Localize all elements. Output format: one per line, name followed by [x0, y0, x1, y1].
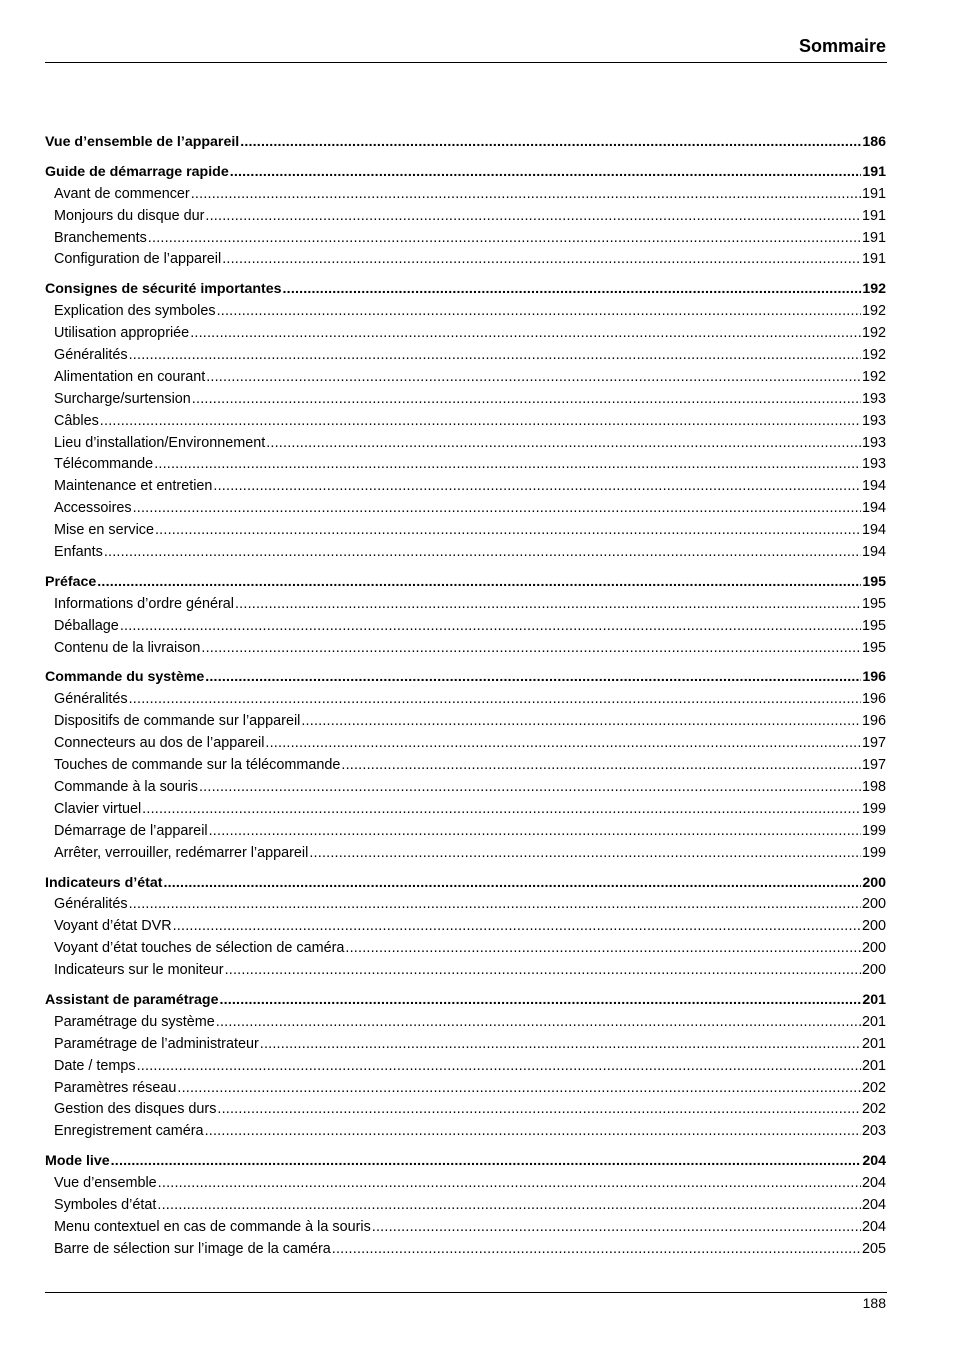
toc-subentry[interactable]: [45, 323, 886, 345]
toc-entry-page: 193: [861, 412, 886, 429]
toc-entry-page: 201: [862, 991, 886, 1008]
toc-entry-page: 192: [861, 303, 886, 320]
toc-subentry[interactable]: [45, 1099, 886, 1121]
toc-chapter-entry[interactable]: [45, 162, 886, 184]
dot-leader: [190, 323, 861, 345]
dot-leader: [97, 572, 861, 594]
toc-chapter-entry[interactable]: [45, 279, 886, 301]
toc-entry-page: 202: [861, 1079, 886, 1096]
dot-leader: [199, 777, 861, 799]
toc-entry-title: Explication des symboles: [54, 303, 216, 320]
toc-subentry[interactable]: [45, 616, 886, 638]
toc-entry-page: 186: [862, 134, 886, 150]
toc-entry-title: Paramétrage du système: [54, 1013, 215, 1030]
toc-entry-page: 195: [861, 617, 886, 634]
toc-entry-page: 195: [861, 639, 886, 656]
toc-entry-title: Monjours du disque dur: [54, 207, 205, 224]
toc-entry-title: Lieu d’installation/Environnement: [54, 434, 266, 451]
footer-rule: [45, 1292, 887, 1293]
dot-leader: [205, 667, 861, 689]
toc-subentry[interactable]: [45, 777, 886, 799]
toc-subentry[interactable]: [45, 733, 886, 755]
toc-subentry[interactable]: [45, 799, 886, 821]
toc-entry-page: 197: [861, 757, 886, 774]
toc-subentry[interactable]: [45, 1195, 886, 1217]
toc-subentry[interactable]: [45, 843, 886, 865]
toc-entry-title: Démarrage de l’appareil: [54, 822, 208, 839]
dot-leader: [260, 1034, 861, 1056]
dot-leader: [222, 249, 861, 271]
toc-entry-title: Mode live: [45, 1153, 110, 1170]
toc-entry-title: Généralités: [54, 347, 128, 364]
dot-leader: [309, 843, 861, 865]
toc-entry-title: Configuration de l’appareil: [54, 251, 222, 268]
toc-entry-page: 205: [861, 1240, 886, 1257]
toc-chapter-entry[interactable]: [45, 1151, 886, 1173]
toc-entry-title: Paramètres réseau: [54, 1079, 177, 1096]
dot-leader: [266, 433, 861, 455]
toc-subentry[interactable]: [45, 711, 886, 733]
toc-entry-title: Touches de commande sur la télécommande: [54, 757, 341, 774]
dot-leader: [100, 411, 861, 433]
toc-entry-title: Barre de sélection sur l’image de la caméra: [54, 1240, 331, 1257]
toc-entry-page: 195: [862, 573, 886, 590]
dot-leader: [192, 389, 861, 411]
toc-entry-page: 200: [862, 874, 886, 891]
toc-chapter-entry[interactable]: [45, 667, 886, 689]
toc-entry-title: Contenu de la livraison: [54, 639, 201, 656]
dot-leader: [205, 206, 861, 228]
dot-leader: [230, 162, 862, 184]
toc-entry-page: 192: [862, 281, 886, 298]
toc-entry-page: 193: [861, 456, 886, 473]
dot-leader: [206, 367, 861, 389]
toc-subentry[interactable]: [45, 433, 886, 455]
dot-leader: [205, 1121, 861, 1143]
toc-entry-title: Préface: [45, 573, 97, 590]
toc-entry-title: Vue d’ensemble de l’appareil: [45, 134, 240, 150]
dot-leader: [219, 990, 861, 1012]
toc-entry-page: 193: [861, 390, 886, 407]
toc-entry-title: Paramétrage de l’administrateur: [54, 1035, 259, 1052]
dot-leader: [213, 476, 861, 498]
dot-leader: [120, 616, 861, 638]
dot-leader: [157, 1195, 861, 1217]
toc-entry-title: Voyant d’état touches de sélection de caméra: [54, 940, 345, 957]
toc-entry-page: 201: [861, 1013, 886, 1030]
toc-entry-title: Alimentation en courant: [54, 368, 206, 385]
dot-leader: [191, 184, 861, 206]
toc-entry-page: 203: [861, 1123, 886, 1140]
dot-leader: [217, 301, 861, 323]
toc-entry-page: 191: [861, 229, 886, 246]
dot-leader: [283, 279, 862, 301]
toc-entry-title: Mise en service: [54, 522, 154, 539]
dot-leader: [216, 1012, 861, 1034]
toc-entry-page: 196: [862, 669, 886, 686]
toc-entry-title: Symboles d’état: [54, 1196, 157, 1213]
toc-entry-title: Consignes de sécurité importantes: [45, 281, 282, 298]
toc-entry-title: Commande à la souris: [54, 778, 198, 795]
toc-entry-page: 199: [861, 844, 886, 861]
toc-subentry[interactable]: [45, 1056, 886, 1078]
dot-leader: [137, 1056, 861, 1078]
toc-entry-page: 197: [861, 735, 886, 752]
toc-entry-title: Indicateurs d’état: [45, 874, 163, 891]
dot-leader: [173, 916, 861, 938]
dot-leader: [104, 542, 861, 564]
toc-subentry[interactable]: [45, 1217, 886, 1239]
dot-leader: [265, 733, 861, 755]
toc-entry-page: 199: [861, 800, 886, 817]
toc-subentry[interactable]: [45, 638, 886, 660]
toc-subentry[interactable]: [45, 594, 886, 616]
toc-entry-title: Indicateurs sur le moniteur: [54, 962, 224, 979]
toc-subentry[interactable]: [45, 1239, 886, 1261]
dot-leader: [341, 755, 861, 777]
toc-subentry[interactable]: [45, 894, 886, 916]
table-of-contents: [45, 132, 886, 1269]
dot-leader: [111, 1151, 862, 1173]
toc-chapter-entry[interactable]: [45, 990, 886, 1012]
toc-entry-title: Maintenance et entretien: [54, 478, 213, 495]
toc-entry-title: Menu contextuel en cas de commande à la souris: [54, 1218, 371, 1235]
toc-section: [45, 990, 886, 1143]
toc-entry-title: Généralités: [54, 691, 128, 708]
toc-entry-title: Informations d’ordre général: [54, 595, 234, 612]
toc-subentry[interactable]: [45, 1012, 886, 1034]
toc-entry-title: Avant de commencer: [54, 185, 190, 202]
toc-entry-page: 192: [861, 347, 886, 364]
toc-entry-title: Télécommande: [54, 456, 154, 473]
toc-entry-page: 194: [861, 544, 886, 561]
toc-entry-page: 198: [861, 778, 886, 795]
dot-leader: [142, 799, 861, 821]
dot-leader: [235, 594, 861, 616]
page-number: 188: [862, 1295, 886, 1311]
toc-entry-page: 204: [861, 1196, 886, 1213]
toc-entry-title: Câbles: [54, 412, 99, 429]
dot-leader: [240, 132, 861, 154]
toc-entry-page: 200: [861, 962, 886, 979]
toc-section: [45, 132, 886, 154]
toc-entry-title: Connecteurs au dos de l’appareil: [54, 735, 265, 752]
toc-subentry[interactable]: [45, 389, 886, 411]
dot-leader: [177, 1078, 861, 1100]
dot-leader: [148, 228, 861, 250]
toc-section: [45, 572, 886, 660]
toc-entry-page: 196: [861, 713, 886, 730]
toc-entry-page: 194: [861, 522, 886, 539]
toc-entry-title: Vue d’ensemble: [54, 1175, 157, 1192]
dot-leader: [372, 1217, 861, 1239]
dot-leader: [301, 711, 861, 733]
toc-subentry[interactable]: [45, 249, 886, 271]
toc-subentry[interactable]: [45, 1078, 886, 1100]
toc-entry-page: 204: [862, 1153, 886, 1170]
toc-entry-title: Branchements: [54, 229, 147, 246]
dot-leader: [129, 689, 861, 711]
toc-chapter-entry[interactable]: [45, 873, 886, 895]
toc-subentry[interactable]: [45, 821, 886, 843]
toc-subentry[interactable]: [45, 542, 886, 564]
dot-leader: [345, 938, 861, 960]
dot-leader: [154, 454, 861, 476]
dot-leader: [155, 520, 861, 542]
toc-subentry[interactable]: [45, 228, 886, 250]
toc-entry-title: Gestion des disques durs: [54, 1101, 217, 1118]
toc-subentry[interactable]: [45, 1173, 886, 1195]
toc-entry-page: 200: [861, 896, 886, 913]
toc-subentry[interactable]: [45, 916, 886, 938]
toc-entry-title: Surcharge/surtension: [54, 390, 191, 407]
toc-subentry[interactable]: [45, 938, 886, 960]
toc-entry-page: 191: [861, 185, 886, 202]
toc-subentry[interactable]: [45, 498, 886, 520]
toc-entry-title: Généralités: [54, 896, 128, 913]
dot-leader: [201, 638, 861, 660]
toc-entry-page: 194: [861, 478, 886, 495]
toc-entry-page: 202: [861, 1101, 886, 1118]
dot-leader: [129, 345, 861, 367]
toc-subentry[interactable]: [45, 755, 886, 777]
toc-entry-title: Clavier virtuel: [54, 800, 142, 817]
toc-subentry[interactable]: [45, 184, 886, 206]
toc-entry-title: Date / temps: [54, 1057, 136, 1074]
toc-entry-page: 193: [861, 434, 886, 451]
toc-entry-page: 191: [861, 251, 886, 268]
dot-leader: [163, 873, 861, 895]
toc-chapter-entry[interactable]: [45, 132, 886, 154]
dot-leader: [129, 894, 861, 916]
toc-section: [45, 162, 886, 271]
toc-section: [45, 279, 886, 564]
toc-chapter-entry[interactable]: [45, 572, 886, 594]
toc-subentry[interactable]: [45, 206, 886, 228]
toc-entry-page: 191: [862, 163, 886, 180]
dot-leader: [332, 1239, 861, 1261]
toc-entry-title: Enregistrement caméra: [54, 1123, 204, 1140]
toc-subentry[interactable]: [45, 689, 886, 711]
toc-entry-page: 201: [861, 1057, 886, 1074]
toc-entry-title: Enfants: [54, 544, 103, 561]
toc-entry-title: Assistant de paramétrage: [45, 991, 219, 1008]
toc-subentry[interactable]: [45, 345, 886, 367]
toc-subentry[interactable]: [45, 367, 886, 389]
toc-subentry[interactable]: [45, 301, 886, 323]
toc-entry-page: 194: [861, 500, 886, 517]
toc-entry-page: 192: [861, 325, 886, 342]
toc-entry-page: 204: [861, 1175, 886, 1192]
toc-entry-title: Arrêter, verrouiller, redémarrer l’appareil: [54, 844, 309, 861]
toc-subentry[interactable]: [45, 1034, 886, 1056]
toc-entry-title: Guide de démarrage rapide: [45, 163, 229, 180]
page-header-title: Sommaire: [798, 36, 886, 56]
toc-section: [45, 873, 886, 982]
dot-leader: [217, 1099, 861, 1121]
toc-entry-title: Utilisation appropriée: [54, 325, 190, 342]
dot-leader: [225, 960, 861, 982]
toc-entry-page: 196: [861, 691, 886, 708]
header-rule: [45, 62, 887, 63]
toc-entry-page: 195: [861, 595, 886, 612]
toc-entry-page: 201: [861, 1035, 886, 1052]
toc-entry-title: Voyant d’état DVR: [54, 918, 172, 935]
dot-leader: [133, 498, 861, 520]
toc-subentry[interactable]: [45, 476, 886, 498]
toc-subentry[interactable]: [45, 411, 886, 433]
toc-entry-title: Commande du système: [45, 669, 205, 686]
toc-entry-page: 204: [861, 1218, 886, 1235]
toc-entry-title: Dispositifs de commande sur l’appareil: [54, 713, 301, 730]
toc-entry-page: 192: [861, 368, 886, 385]
toc-entry-page: 191: [861, 207, 886, 224]
dot-leader: [158, 1173, 861, 1195]
toc-entry-page: 200: [861, 918, 886, 935]
toc-subentry[interactable]: [45, 1121, 886, 1143]
toc-section: [45, 1151, 886, 1260]
toc-section: [45, 667, 886, 864]
toc-entry-page: 199: [861, 822, 886, 839]
toc-entry-page: 200: [861, 940, 886, 957]
toc-entry-title: Déballage: [54, 617, 119, 634]
toc-subentry[interactable]: [45, 520, 886, 542]
toc-subentry[interactable]: [45, 454, 886, 476]
toc-subentry[interactable]: [45, 960, 886, 982]
dot-leader: [209, 821, 861, 843]
toc-entry-title: Accessoires: [54, 500, 132, 517]
